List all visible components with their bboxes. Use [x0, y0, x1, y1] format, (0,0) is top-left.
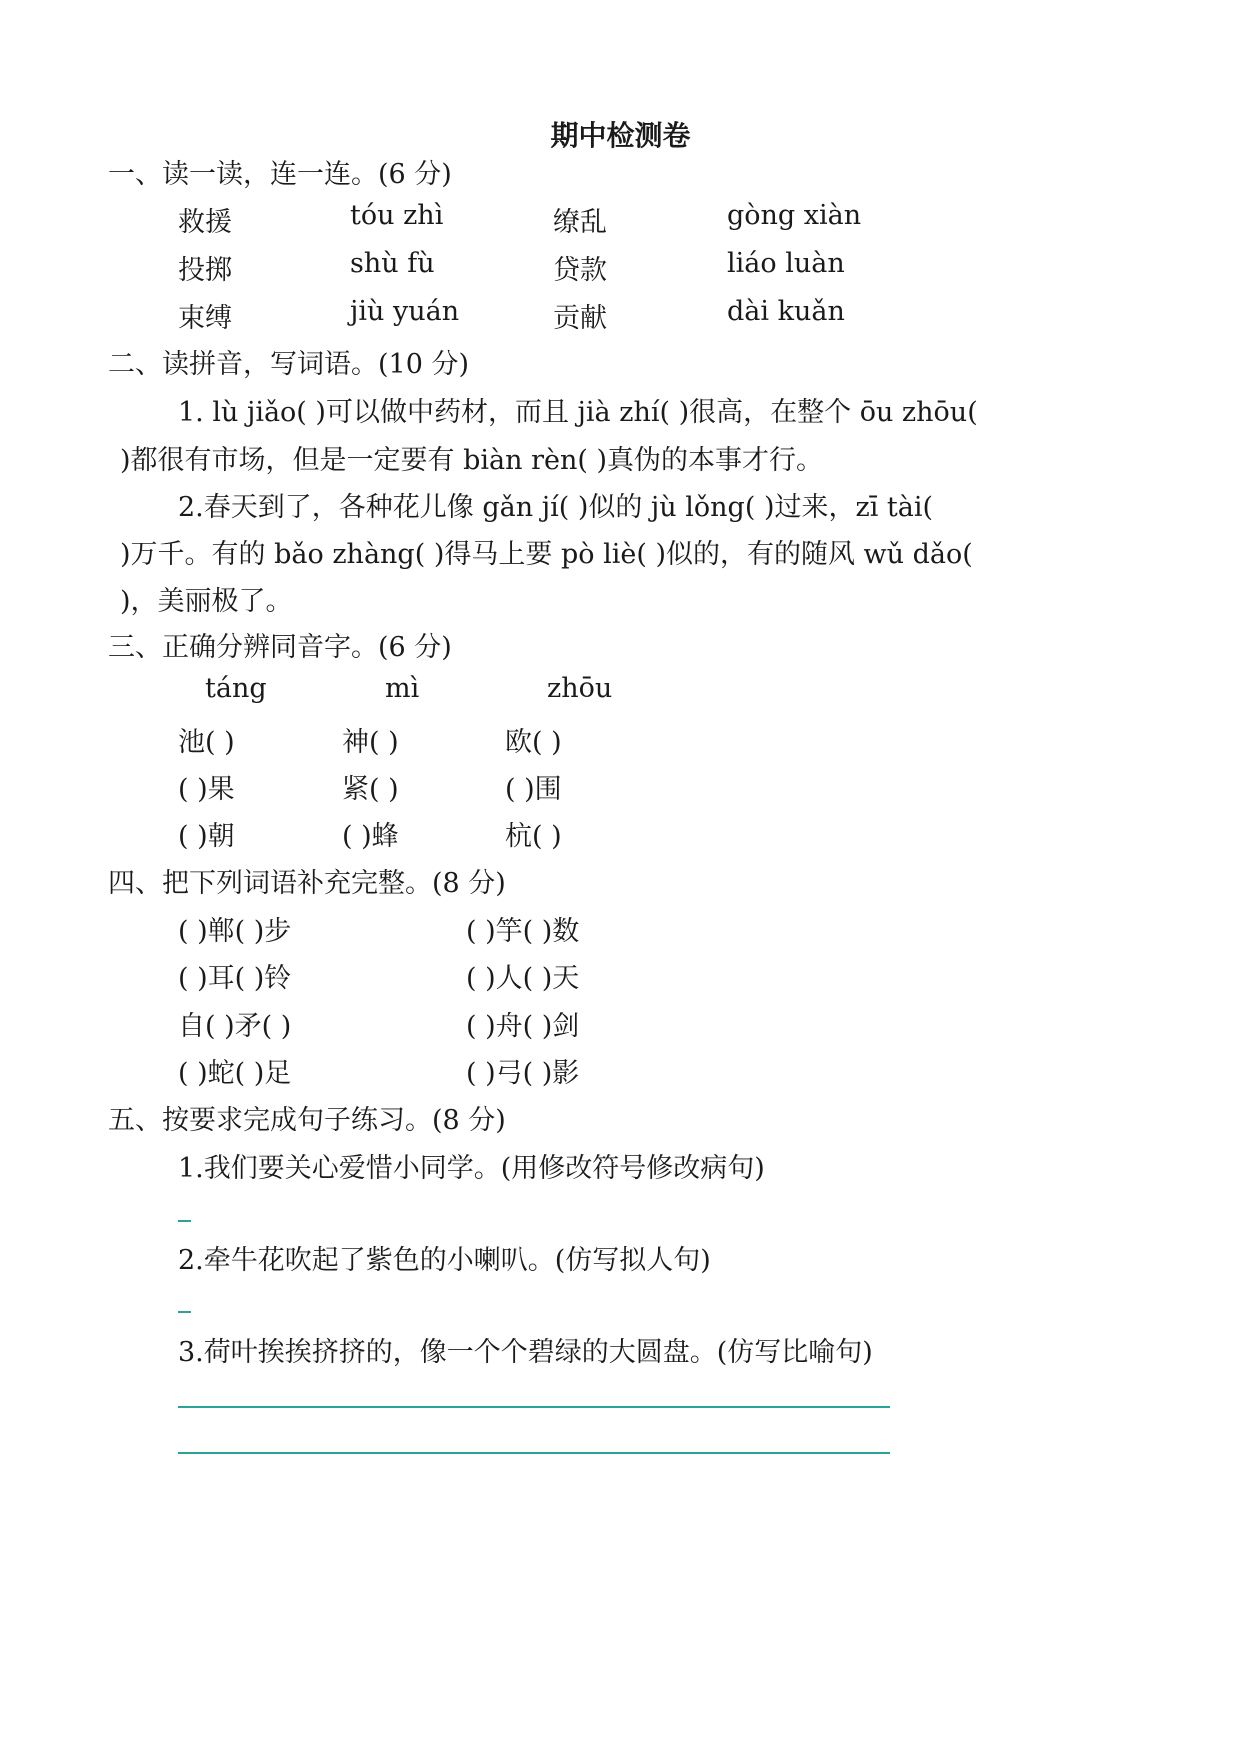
question-5-1: 1.我们要关心爱惜小同学。(用修改符号修改病句) — [178, 1153, 765, 1184]
match-word: 救援 — [178, 207, 232, 238]
match-word: 束缚 — [178, 303, 232, 334]
section-4-heading: 四、把下列词语补充完整。(8 分) — [108, 868, 506, 899]
match-word: 贷款 — [553, 255, 607, 286]
question-2-2-line: 2.春天到了，各种花儿像 gǎn jí( )似的 jù lǒng( )过来，zī tài( — [178, 492, 934, 523]
homophone-blank: ( )围 — [505, 774, 562, 805]
match-pinyin: tóu zhì — [350, 200, 444, 231]
homophone-blank: 杭( ) — [505, 821, 562, 852]
section-5-heading: 五、按要求完成句子练习。(8 分) — [108, 1105, 506, 1136]
homophone-blank: 紧( ) — [342, 774, 399, 805]
idiom-blank: 自( )矛( ) — [178, 1011, 292, 1042]
answer-line-5-1[interactable] — [178, 1220, 191, 1222]
answer-line-5-3b[interactable] — [178, 1452, 890, 1454]
idiom-blank: ( )舟( )剑 — [466, 1011, 580, 1042]
homophone-blank: ( )果 — [178, 774, 235, 805]
homophone-blank: ( )朝 — [178, 821, 235, 852]
match-pinyin: shù fù — [350, 248, 435, 279]
question-2-2-line: )，美丽极了。 — [120, 586, 293, 617]
homophone-blank: 神( ) — [342, 727, 399, 758]
idiom-blank: ( )弓( )影 — [466, 1058, 580, 1089]
match-word: 贡献 — [553, 303, 607, 334]
idiom-blank: ( )竽( )数 — [466, 916, 580, 947]
page-title: 期中检测卷 — [550, 119, 691, 152]
question-2-2-line: )万千。有的 bǎo zhàng( )得马上要 pò liè( )似的，有的随风 wǔ dǎo( — [120, 539, 973, 570]
homophone-blank: 池( ) — [178, 727, 235, 758]
section-1-heading: 一、读一读，连一连。(6 分) — [108, 159, 452, 190]
match-word: 投掷 — [178, 255, 232, 286]
section-2-heading: 二、读拼音，写词语。(10 分) — [108, 349, 470, 380]
question-5-2: 2.牵牛花吹起了紫色的小喇叭。(仿写拟人句) — [178, 1245, 711, 1276]
question-5-3: 3.荷叶挨挨挤挤的，像一个个碧绿的大圆盘。(仿写比喻句) — [178, 1337, 873, 1368]
idiom-blank: ( )郸( )步 — [178, 916, 292, 947]
idiom-blank: ( )人( )天 — [466, 963, 580, 994]
match-pinyin: liáo luàn — [727, 248, 845, 279]
answer-line-5-2[interactable] — [178, 1311, 191, 1313]
idiom-blank: ( )蛇( )足 — [178, 1058, 292, 1089]
answer-line-5-3a[interactable] — [178, 1406, 890, 1408]
homophone-blank: ( )蜂 — [342, 821, 399, 852]
homophone-pinyin: táng — [205, 673, 267, 704]
question-2-1-line: )都很有市场，但是一定要有 biàn rèn( )真伪的本事才行。 — [120, 445, 824, 476]
question-2-1-line: 1. lù jiǎo( )可以做中药材，而且 jià zhí( )很高，在整个 ōu zhōu( — [178, 397, 978, 428]
homophone-blank: 欧( ) — [505, 727, 562, 758]
match-pinyin: gòng xiàn — [727, 200, 862, 231]
homophone-pinyin: mì — [385, 673, 420, 704]
idiom-blank: ( )耳( )铃 — [178, 963, 292, 994]
match-pinyin: jiù yuán — [350, 296, 460, 327]
section-3-heading: 三、正确分辨同音字。(6 分) — [108, 632, 452, 663]
match-pinyin: dài kuǎn — [727, 296, 845, 327]
homophone-pinyin: zhōu — [547, 673, 613, 704]
match-word: 缭乱 — [553, 207, 607, 238]
